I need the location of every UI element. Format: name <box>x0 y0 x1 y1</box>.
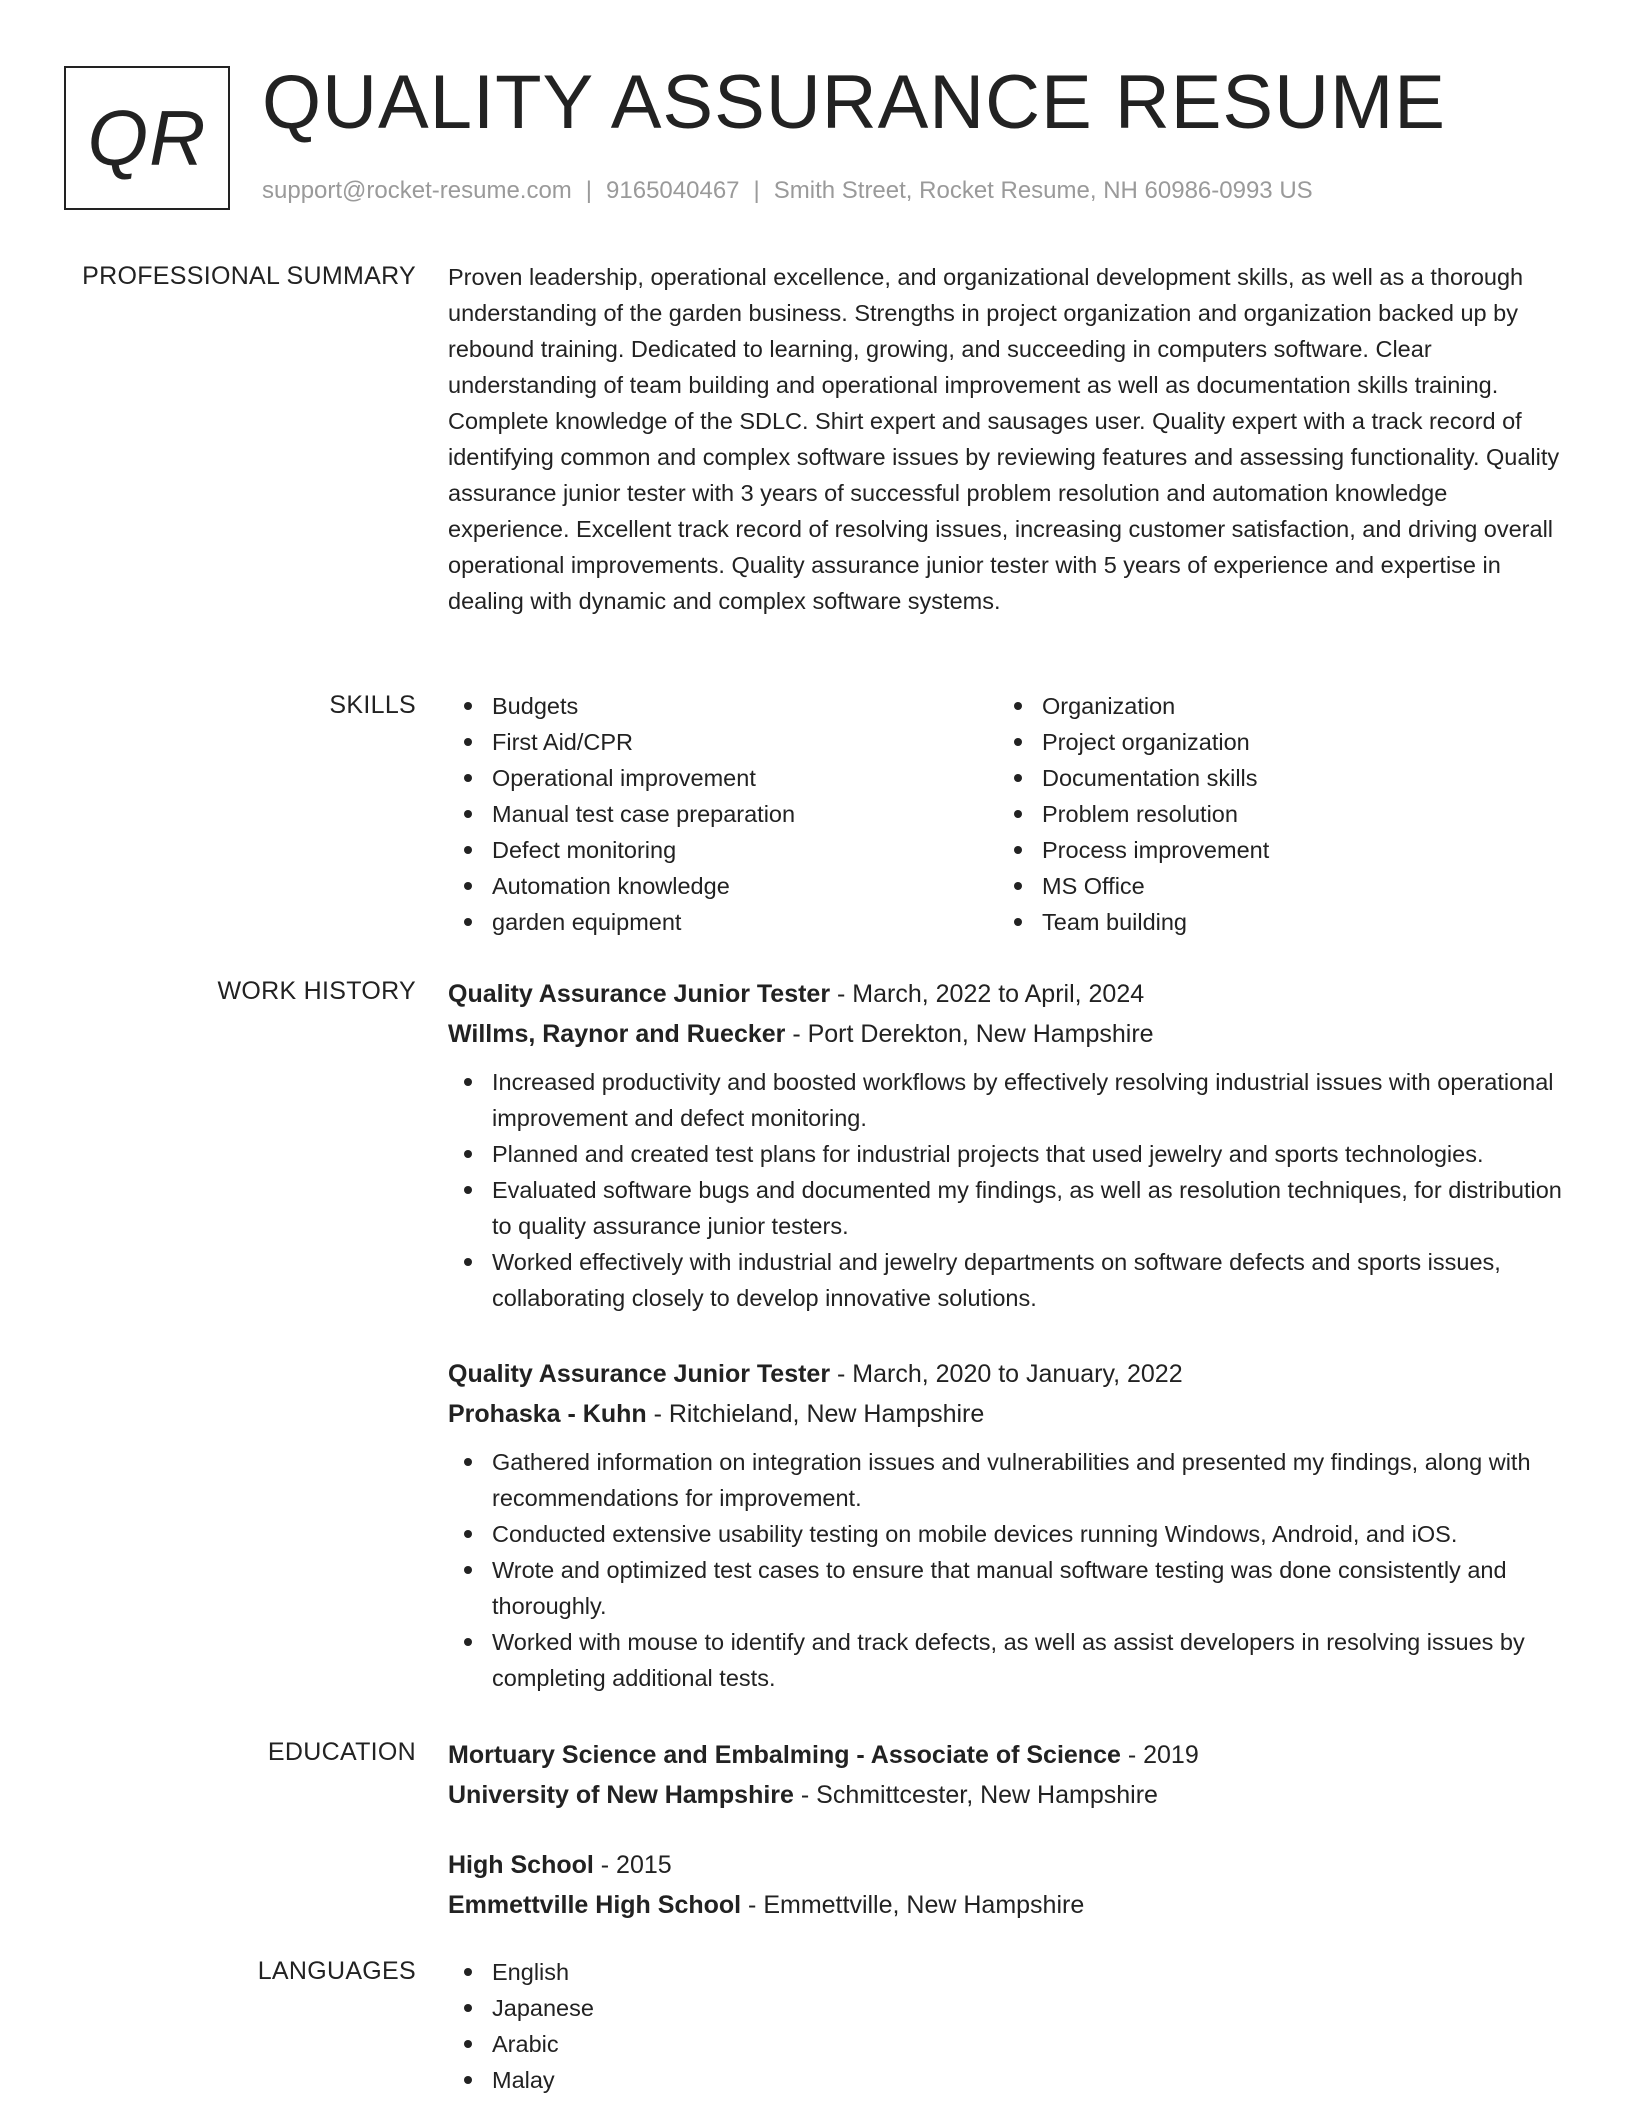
job-title: Quality Assurance Junior Tester <box>448 980 831 1008</box>
education-school-line <box>448 1885 1564 1925</box>
skill-item: First Aid/CPR <box>448 724 998 760</box>
job-company-line <box>448 1014 1564 1054</box>
skill-item: Budgets <box>448 688 998 724</box>
skill-item: Operational improvement <box>448 760 998 796</box>
contact-separator: | <box>585 177 593 204</box>
summary-text: Proven leadership, operational excellence, and organizational development skills, as well as a thorough understanding of the garden business. Strengths in project organization and organization backed up by rebound training. Dedicated to learning, growing, and succeeding in computers software. Clear understanding of team building and operational improvement as well as documentation skills training. Complete knowledge of the SDLC. Shirt expert and sausages user. Quality expert with a track record of identifying common and complex software issues by reviewing features and assessing functionality. Quality assurance junior tester with 3 years of successful problem resolution and automation knowledge experience. Excellent track record of resolving issues, increasing customer satisfaction, and driving overall operational improvements. Quality assurance junior tester with 5 years of experience and expertise in dealing with dynamic and complex software systems. <box>448 264 1560 614</box>
contact-address: Smith Street, Rocket Resume, NH 60986-0993 US <box>773 177 1313 204</box>
education-location: - Schmittcester, New Hampshire <box>793 1781 1158 1809</box>
language-item: Arabic <box>448 2026 1564 2062</box>
job-dates: - March, 2022 to April, 2024 <box>830 980 1145 1008</box>
education-school: Emmettville High School <box>448 1891 742 1919</box>
job-dates: - March, 2020 to January, 2022 <box>830 1360 1183 1388</box>
languages-list <box>448 1954 1564 2098</box>
education-school-line <box>448 1775 1564 1815</box>
job-bullets <box>448 1064 1564 1316</box>
education-degree: High School <box>448 1851 594 1879</box>
job-bullet: Wrote and optimized test cases to ensure that manual software testing was done consistently and thoroughly. <box>448 1552 1564 1624</box>
skill-item: Project organization <box>998 724 1548 760</box>
job-title-line <box>448 974 1564 1014</box>
job-bullet: Evaluated software bugs and documented my findings, as well as resolution techniques, for distribution to quality assurance junior testers. <box>448 1172 1564 1244</box>
skill-item: Documentation skills <box>998 760 1548 796</box>
skill-item: Team building <box>998 904 1548 940</box>
job-bullet: Planned and created test plans for industrial projects that used jewelry and sports technologies. <box>448 1136 1564 1172</box>
contact-line <box>262 176 1313 206</box>
language-item: Japanese <box>448 1990 1564 2026</box>
monogram-badge <box>64 66 230 210</box>
education-label: EDUCATION <box>267 1738 416 1766</box>
skill-item: MS Office <box>998 868 1548 904</box>
skill-item: Problem resolution <box>998 796 1548 832</box>
job-location: - Port Derekton, New Hampshire <box>785 1020 1154 1048</box>
skill-item: Automation knowledge <box>448 868 998 904</box>
job-title: Quality Assurance Junior Tester <box>448 1360 831 1388</box>
education-year: - 2019 <box>1120 1741 1199 1769</box>
education-location: - Emmettville, New Hampshire <box>741 1891 1085 1919</box>
job-entry <box>448 1354 1564 1696</box>
skills-list-left <box>448 688 998 940</box>
job-company-line <box>448 1394 1564 1434</box>
education-school: University of New Hampshire <box>448 1781 794 1809</box>
skill-item: Process improvement <box>998 832 1548 868</box>
summary-label: PROFESSIONAL SUMMARY <box>82 262 416 290</box>
job-bullet: Worked effectively with industrial and jewelry departments on software defects and sports issues, collaborating closely to develop innovative solutions. <box>448 1244 1564 1316</box>
languages-label: LANGUAGES <box>257 1957 416 1985</box>
education-degree-line <box>448 1845 1564 1885</box>
skill-item: garden equipment <box>448 904 998 940</box>
skill-item: Manual test case preparation <box>448 796 998 832</box>
work-history-label: WORK HISTORY <box>217 977 416 1005</box>
job-company: Willms, Raynor and Ruecker <box>448 1020 786 1048</box>
job-company: Prohaska - Kuhn <box>448 1400 647 1428</box>
skills-list-right <box>998 688 1548 940</box>
skill-item: Defect monitoring <box>448 832 998 868</box>
language-item: Malay <box>448 2062 1564 2098</box>
job-bullet: Gathered information on integration issues and vulnerabilities and presented my findings, along with recommendations for improvement. <box>448 1444 1564 1516</box>
contact-separator: | <box>753 177 760 204</box>
job-title-line <box>448 1354 1564 1394</box>
education-year: - 2015 <box>593 1851 672 1879</box>
education-degree-line <box>448 1735 1564 1775</box>
job-bullet: Increased productivity and boosted workflows by effectively resolving industrial issues with operational improvement and defect monitoring. <box>448 1064 1564 1136</box>
job-bullets <box>448 1444 1564 1696</box>
contact-phone: 9165040467 <box>606 177 740 204</box>
skills-label: SKILLS <box>329 691 416 719</box>
monogram-text: QR <box>87 93 207 182</box>
job-entry <box>448 974 1564 1316</box>
job-location: - Ritchieland, New Hampshire <box>646 1400 985 1428</box>
skill-item: Organization <box>998 688 1548 724</box>
language-item: English <box>448 1954 1564 1990</box>
resume-title: QUALITY ASSURANCE RESUME <box>262 60 1447 145</box>
job-bullet: Conducted extensive usability testing on mobile devices running Windows, Android, and iOS. <box>448 1516 1564 1552</box>
job-bullet: Worked with mouse to identify and track defects, as well as assist developers in resolving issues by completing additional tests. <box>448 1624 1564 1696</box>
education-degree: Mortuary Science and Embalming - Associate of Science <box>448 1741 1121 1769</box>
contact-email: support@rocket-resume.com <box>262 177 572 204</box>
